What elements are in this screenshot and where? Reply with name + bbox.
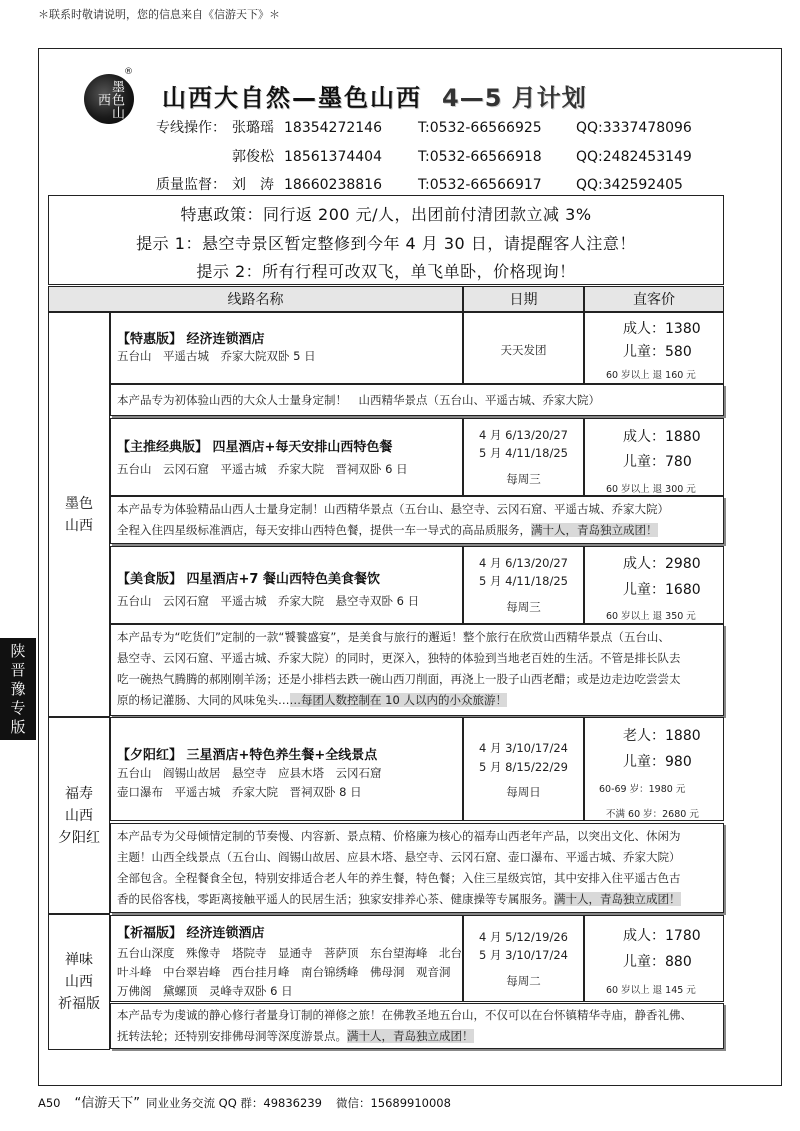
product-4-desc-1: 本产品专为父母倾情定制的节奏慢、内容新、景点精、价格廉为核心的福寿山西老年产品，以突出文化、休闲为 [117,829,681,843]
product-4-date-2: 5 月 8/15/22/29 [479,760,568,774]
product-3-route: 五台山 云冈石窟 平遥古城 乔家大院 悬空寺双卧 6 日 [117,594,420,608]
title-plan: 4—5 月计划 [442,84,587,112]
policy-line-2: 提示 1：悬空寺景区暂定整修到今年 4 月 30 日，请提醒客人注意！ [136,234,636,253]
product-5-date-3: 每周二 [506,974,541,988]
side-tab-char: 版 [10,717,26,736]
product-5-child-price: 儿童：880 [623,954,692,970]
product-5-route-3: 万佛阁 黛螺顶 灵峰寺双卧 6 日 [117,984,293,998]
product-2-date-2: 5 月 4/11/18/25 [479,446,568,460]
contact-mobile[interactable]: 18660238816 [284,177,382,193]
side-tab-char: 陕 [10,641,26,660]
contact-row-3 [156,174,683,194]
title-main: 山西大自然—墨色山西 [162,84,422,112]
policy-line-1: 特惠政策：同行返 200 元/人，出团前付清团款立减 3% [180,205,592,224]
page-title [162,78,587,113]
product-4-date-1: 4 月 3/10/17/24 [479,741,568,755]
product-3-date-2: 5 月 4/11/18/25 [479,574,568,588]
side-tab-char: 专 [10,698,26,717]
product-3-desc-4 [117,690,507,711]
contact-qq[interactable]: QQ:3337478096 [576,120,692,136]
contact-name: 郭俊松 [232,149,274,165]
product-2-note: 60 岁以上 退 300 元 [606,484,696,495]
contact-tel[interactable]: T:0532-66566918 [418,149,542,165]
footer-wechat[interactable]: 微信：15689910008 [335,1096,451,1110]
product-5-adult-price: 成人：1780 [623,928,701,944]
product-2-date-3: 每周三 [506,472,541,486]
product-5-desc-2-text: 抚转法轮；还特别安排佛母洞等深度游景点。 [117,1029,347,1043]
product-3-desc-3: 吃一碗热气腾腾的郝刚刚羊汤；还是小排档去跌一碗山西刀削面，再浇上一股子山西老醋；或是边走边吃尝尝太 [117,672,681,686]
product-4-route-2: 壶口瀑布 平遥古城 乔家大院 晋祠双卧 8 日 [117,785,362,799]
product-1-route: 五台山 平遥古城 乔家大院双卧 5 日 [117,349,316,363]
product-1-date: 天天发团 [500,343,547,357]
header-price: 直客价 [584,286,724,312]
product-4-desc-4 [117,889,681,910]
product-1-desc: 本产品专为初体验山西的大众人士量身定制！ 山西精华景点（五台山、平遥古城、乔家大院） [117,393,600,407]
product-4-adult-price: 老人：1880 [623,728,701,744]
product-1-child-price: 儿童：580 [623,344,692,360]
contact-row-2 [156,146,692,166]
product-5-name[interactable]: 【祈福版】 经济连锁酒店 [117,926,265,941]
registered-mark: ® [124,67,133,77]
policy-box [48,195,724,285]
product-2-child-price: 儿童：780 [623,454,692,470]
product-3-desc-4-text: 原的杨记灌肠、大同的风味兔头… [117,693,290,707]
contact-tel[interactable]: T:0532-66566925 [418,120,542,136]
contact-name: 张璐瑶 [232,120,274,136]
product-4-highlight: 满十人，青岛独立成团！ [554,892,681,906]
region-chanwei: 禅味 山西 祈福版 [48,914,110,1050]
side-tab-char: 晋 [10,660,26,679]
side-tab-region[interactable] [0,638,36,740]
product-5-highlight: 满十人，青岛独立成团！ [347,1029,474,1043]
contact-role: 专线操作： [156,120,226,136]
footer-brand: “信游天下” [74,1096,140,1111]
product-1-note: 60 岁以上 退 160 元 [606,370,696,381]
region-fushou: 福寿 山西 夕阳红 [48,717,110,914]
footer [38,1092,451,1111]
product-3-note: 60 岁以上 退 350 元 [606,611,696,622]
product-3-highlight: …每团人数控制在 10 人以内的小众旅游！ [289,693,507,707]
product-5-date-2: 5 月 3/10/17/24 [479,948,568,962]
product-4-date-3: 每周日 [506,785,541,799]
side-tab-char: 豫 [10,679,26,698]
product-3-date-1: 4 月 6/13/20/27 [479,556,568,570]
contact-name: 刘 涛 [232,177,274,193]
product-4-desc-3: 全部包含。全程餐食全包，特别安排适合老人年的养生餐，特色餐；入住三星级宾馆，其中安排入住平遥古色古 [117,871,681,885]
product-5-route-2: 叶斗峰 中台翠岩峰 西台挂月峰 南台锦绣峰 佛母洞 观音洞 [117,965,451,979]
product-2-name[interactable]: 【主推经典版】 四星酒店+每天安排山西特色餐 [117,440,393,455]
contact-role: 质量监督： [156,177,226,193]
product-4-name[interactable]: 【夕阳红】 三星酒店+特色养生餐+全线景点 [117,748,378,763]
product-5-date-1: 4 月 5/12/19/26 [479,930,568,944]
product-2-desc-1: 本产品专为体验精品山西人士量身定制！山西精华景点（五台山、悬空寺、云冈石窟、平遥古城、乔家大院） [117,502,669,516]
product-2-desc-2-text: 全程入住四星级标准酒店，每天安排山西特色餐，提供一车一导式的高品质服务， [117,523,531,537]
product-3-date-3: 每周三 [506,600,541,614]
product-5-desc-1: 本产品专为虔诚的静心修行者量身订制的禅修之旅！在佛教圣地五台山，不仅可以在台怀镇精华寺庙，静香礼佛、 [117,1008,692,1022]
footer-qq-group[interactable]: 同业业务交流 QQ 群：49836239 [146,1096,322,1110]
source-note: ＊联系时敬请说明，您的信息来自《信游天下》＊ [38,8,280,21]
product-5-note: 60 岁以上 退 145 元 [606,985,696,996]
product-5-desc-2 [117,1026,474,1047]
contact-mobile[interactable]: 18354272146 [284,120,382,136]
product-2-route-cell [110,418,463,496]
product-4-desc-4-text: 香的民俗客栈，零距离接触平遥人的民居生活；独家安排养心茶、健康操等专属服务。 [117,892,554,906]
product-4-route-1: 五台山 阎锡山故居 悬空寺 应县木塔 云冈石窟 [117,766,382,780]
product-5-route-1: 五台山深度 殊像寺 塔院寺 显通寺 菩萨顶 东台望海峰 北台 [117,946,462,960]
product-4-desc-2: 主题！山西全线景点（五台山、阎锡山故居、应县木塔、悬空寺、云冈石窟、壶口瀑布、平遥古城、乔家大院） [117,850,681,864]
contact-mobile[interactable]: 18561374404 [284,149,382,165]
product-3-desc-1: 本产品专为“吃货们”定制的一款“饕餮盛宴”，是美食与旅行的邂逅！整个旅行在欣赏山西精华景点（五台山、 [117,630,670,644]
product-4-child-price: 儿童：980 [623,754,692,770]
product-3-name[interactable]: 【美食版】 四星酒店+7 餐山西特色美食餐饮 [117,572,380,587]
header-date: 日期 [463,286,584,312]
region-moshe: 墨色 山西 [48,312,110,717]
product-1-adult-price: 成人：1380 [623,321,701,337]
product-4-note-1: 60-69 岁：1980 元 [599,784,686,795]
contact-qq[interactable]: QQ:2482453149 [576,149,692,165]
header-route: 线路名称 [48,286,463,312]
policy-line-3: 提示 2：所有行程可改双飞，单飞单卧，价格现询！ [196,262,576,281]
logo-text: 墨色山西 [95,79,124,119]
contact-qq[interactable]: QQ:342592405 [576,177,683,193]
brand-logo [84,74,134,124]
product-3-desc-2: 悬空寺、云冈石窟、平遥古城、乔家大院）的同时，更深入，独特的体验到当地老百姓的生活。不管是排长队去 [117,651,681,665]
product-2-date-1: 4 月 6/13/20/27 [479,428,568,442]
product-2-route: 五台山 云冈石窟 平遥古城 乔家大院 晋祠双卧 6 日 [117,462,408,476]
product-4-note-2: 不满 60 岁：2680 元 [606,809,699,820]
product-3-adult-price: 成人：2980 [623,556,701,572]
contact-tel[interactable]: T:0532-66566917 [418,177,542,193]
product-1-name[interactable]: 【特惠版】 经济连锁酒店 [117,332,265,347]
product-2-desc-2 [117,520,658,541]
product-2-highlight: 满十人，青岛独立成团！ [531,523,658,537]
contact-row-1 [156,117,692,137]
product-3-child-price: 儿童：1680 [623,582,701,598]
product-2-adult-price: 成人：1880 [623,429,701,445]
page-number: A50 [38,1096,61,1110]
